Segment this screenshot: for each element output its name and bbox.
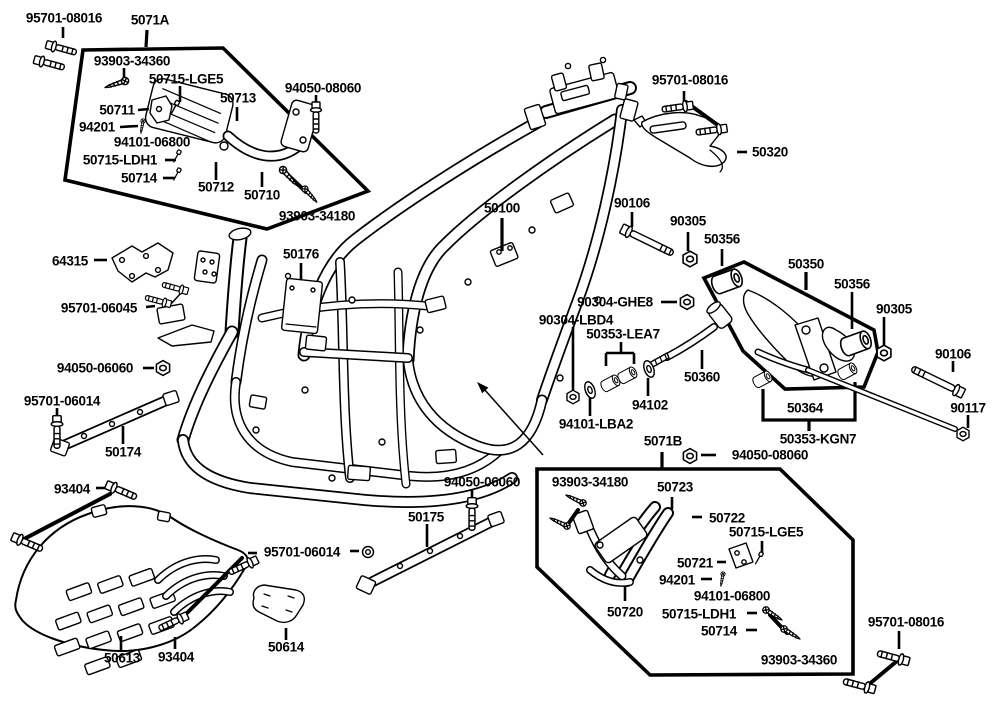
part-label: 50711 [99,102,135,118]
part-label: 50714 [700,623,738,639]
part-label: 50715-LDH1 [82,152,158,168]
part-label: 50320 [751,144,789,160]
part-label: 50720 [606,604,644,620]
part-label: 94101-06800 [113,134,191,150]
part-label: 50715-LGE5 [728,524,804,540]
part-label: 90106 [934,346,972,362]
part-label: 50175 [407,509,445,525]
part-label: 50100 [483,200,521,216]
part-label: 50353-LEA7 [586,326,660,342]
part-label: 93404 [53,481,91,497]
part-label: 94050-06060 [443,474,521,490]
part-label: 50364 [786,400,824,416]
part-label: 93903-34180 [551,474,629,490]
part-label: 5071B [643,433,683,449]
part-label: 50715-LDH1 [661,606,737,622]
part-label: 93404 [157,649,195,665]
part-label: 95701-06014 [23,393,101,409]
part-label: 90305 [669,213,707,229]
part-label: 90106 [613,195,651,211]
part-label: 95701-06014 [263,544,341,560]
part-label: 50613 [103,650,141,666]
part-label: 94101-LBA2 [558,416,634,432]
part-label: 90304-GHE8 [577,294,653,310]
part-label: 93903-34180 [278,208,356,224]
part-label: 50360 [683,369,721,385]
part-label: 50350 [787,256,825,272]
part-label: 95701-08016 [651,72,729,88]
part-label: 94050-08060 [284,80,362,96]
part-label: 94050-08060 [731,447,809,463]
part-label: 50353-KGN7 [779,431,857,447]
part-label: 50723 [656,479,694,495]
part-label: 95701-08016 [867,614,945,630]
part-label: 90305 [875,301,913,317]
part-label: 50174 [104,444,142,460]
part-label: 5071A [130,12,170,28]
part-label: 93903-34360 [93,53,171,69]
part-label: 90117 [950,400,986,416]
part-label: 50715-LGE5 [148,71,224,87]
part-label: 93903-34360 [760,652,838,668]
part-label: 50721 [676,555,714,571]
part-label: 94102 [631,397,669,413]
part-label: 50356 [703,231,741,247]
part-label: 50356 [833,276,871,292]
part-label: 50714 [120,170,158,186]
part-label: 94201 [658,572,696,588]
part-label: 50712 [197,179,235,195]
part-label: 50176 [282,246,320,262]
part-label: 94050-06060 [56,360,134,376]
part-label: 94201 [78,119,116,135]
part-label: 64315 [51,253,89,269]
part-label: 95701-08016 [25,10,103,26]
part-label: 90304-LBD4 [538,312,614,328]
part-label: 50614 [267,639,305,655]
part-label: 94101-06800 [693,588,771,604]
part-label: 95701-06045 [60,300,138,316]
part-label: 50710 [243,187,281,203]
part-label: 50722 [708,510,746,526]
part-label: 50713 [219,90,257,106]
